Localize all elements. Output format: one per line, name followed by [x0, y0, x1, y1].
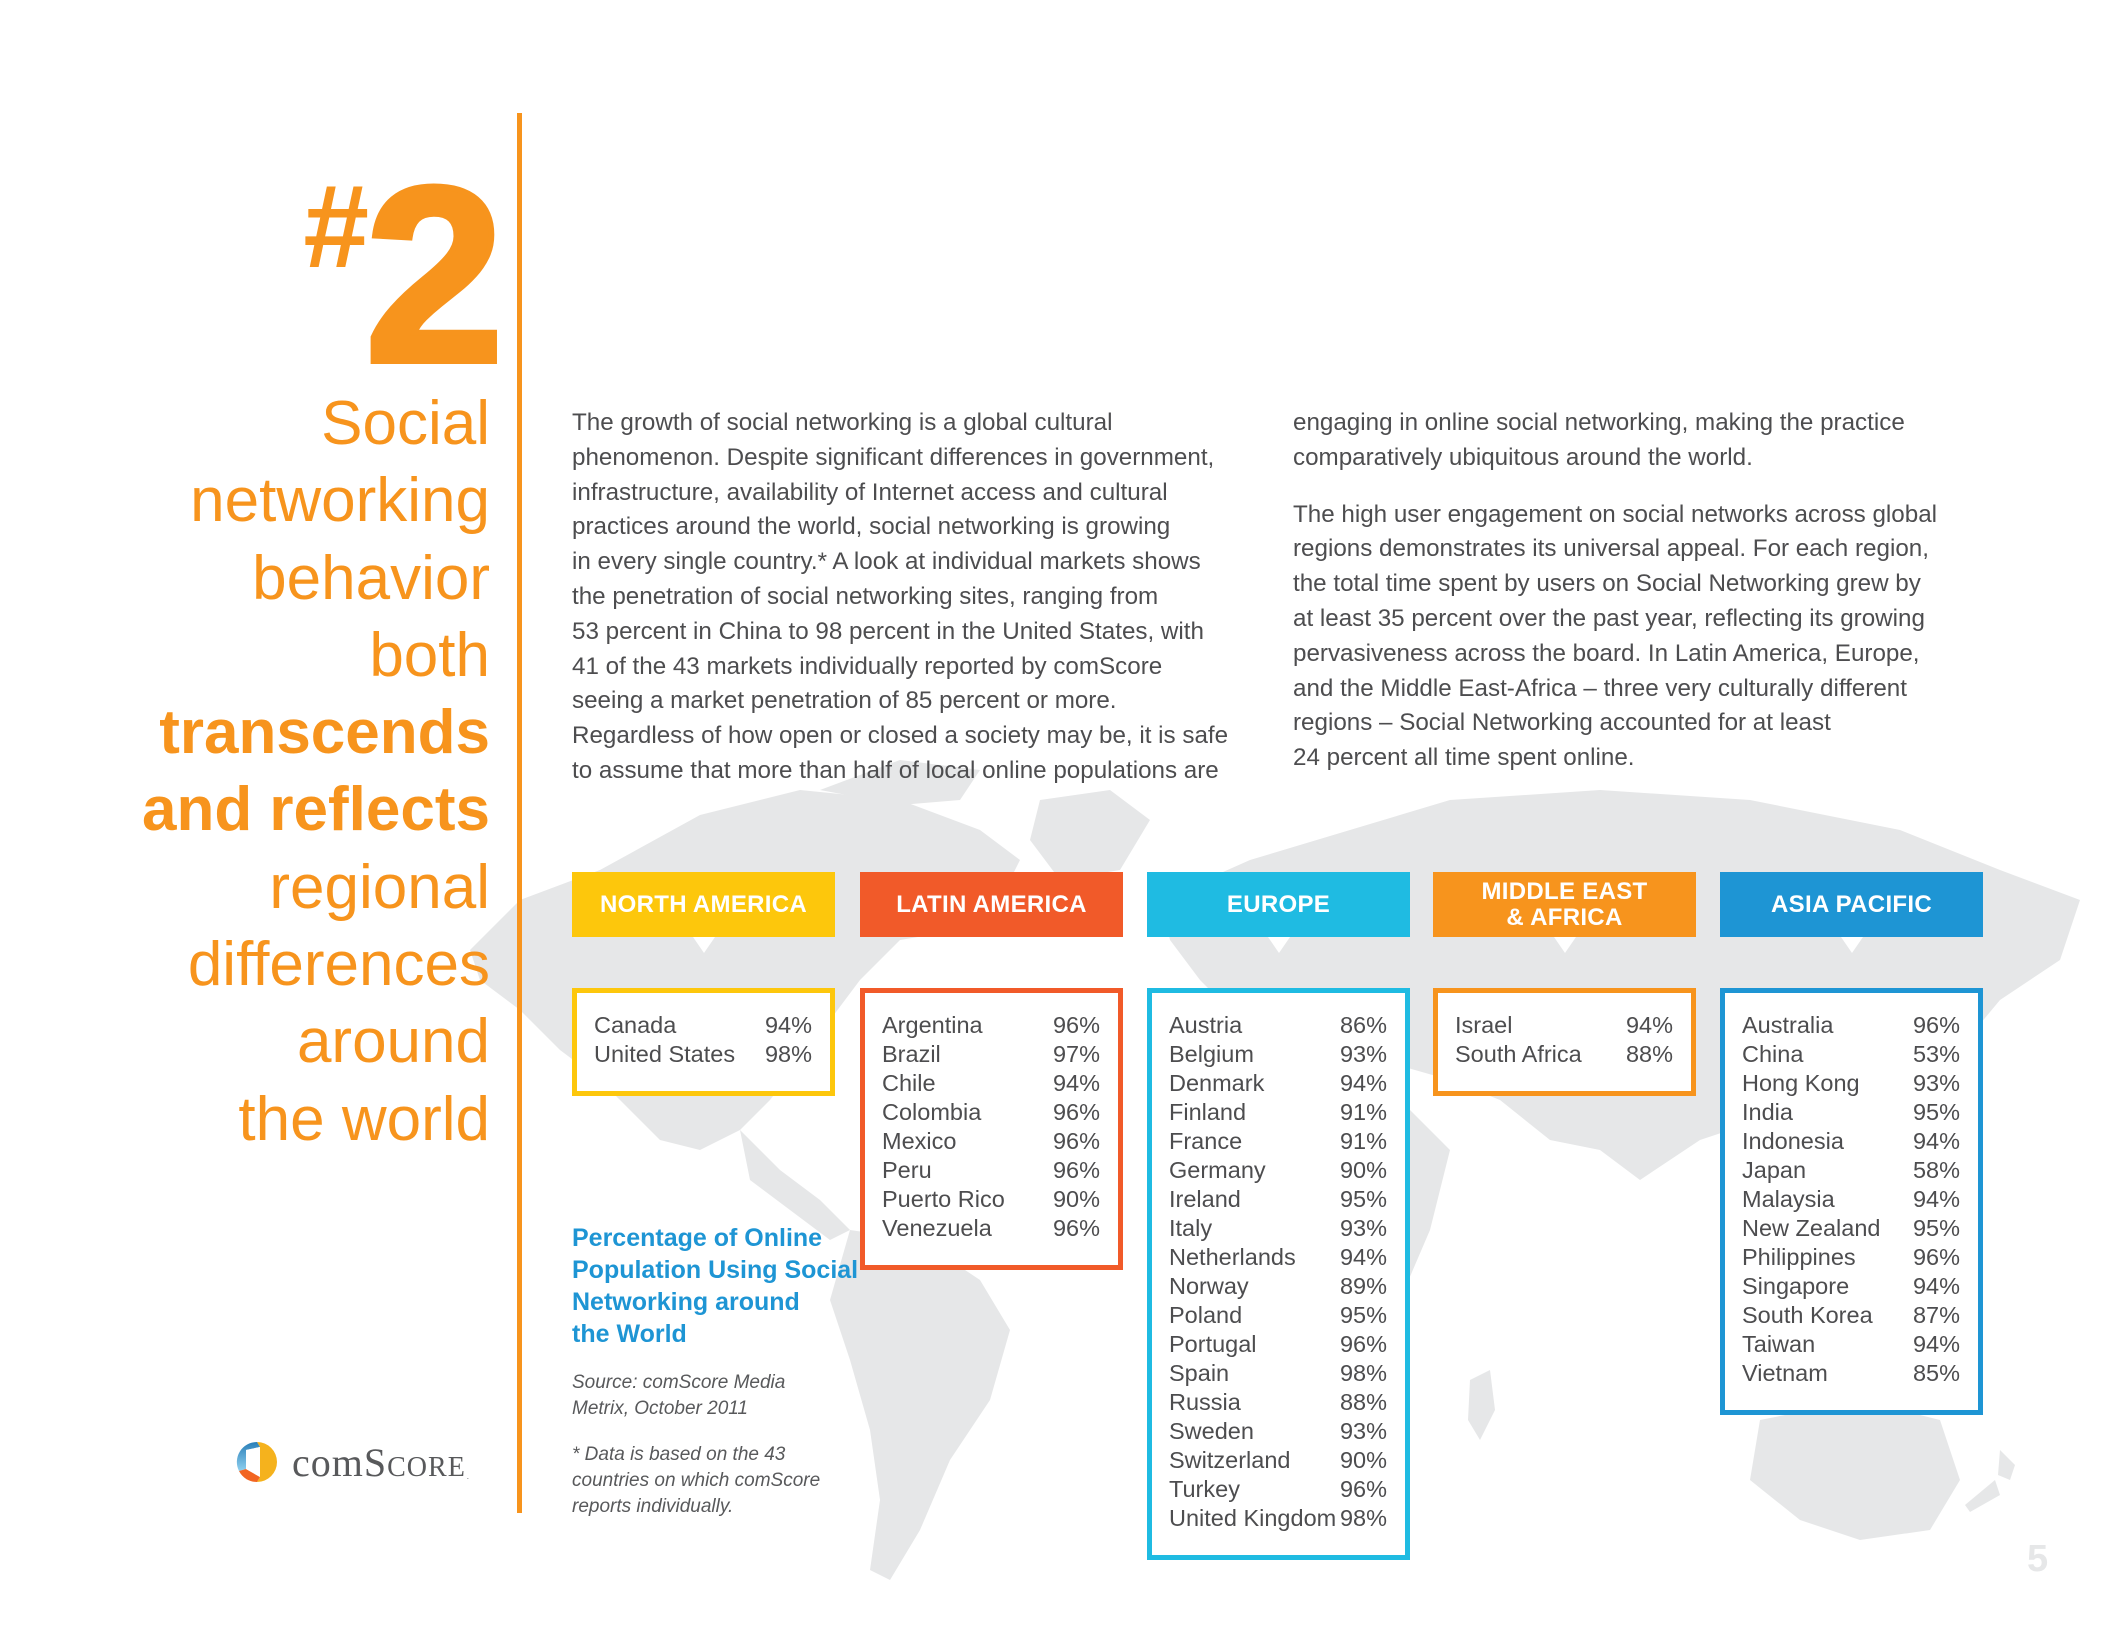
wordmark-suffix: Score [363, 1439, 466, 1485]
country-pct: 95% [1339, 1186, 1387, 1212]
country-row [1169, 1504, 1387, 1533]
text-line: engaging in online social networking, making the practice [1293, 409, 1905, 436]
country-name: Turkey [1169, 1476, 1240, 1502]
text-line: comparatively ubiquitous around the world. [1293, 443, 1753, 471]
section-number [236, 135, 496, 414]
section-number-hash: # [303, 161, 365, 293]
country-name: Malaysia [1742, 1186, 1835, 1212]
country-pct: 88% [1625, 1041, 1673, 1067]
headline-line: regional [269, 852, 490, 922]
country-row [1169, 1388, 1387, 1417]
country-pct: 88% [1339, 1389, 1387, 1415]
country-name: Switzerland [1169, 1447, 1291, 1473]
country-pct: 91% [1339, 1128, 1387, 1154]
country-row [594, 1040, 812, 1069]
text-line: 53 percent in China to 98 percent in the United States, with [572, 617, 1204, 645]
source-line: Metrix, October 2011 [572, 1398, 749, 1419]
country-name: Taiwan [1742, 1331, 1816, 1357]
country-row [882, 1069, 1100, 1098]
country-name: Colombia [882, 1099, 982, 1125]
caption-title-line: Percentage of Online [572, 1224, 823, 1252]
country-pct: 93% [1339, 1041, 1387, 1067]
registered-mark: . [466, 1471, 470, 1481]
text-line: infrastructure, availability of Internet access and cultural [572, 478, 1168, 506]
country-name: Norway [1169, 1273, 1249, 1299]
region-middle-east-africa [1433, 872, 1696, 1067]
country-row [882, 1185, 1100, 1214]
country-name: Poland [1169, 1302, 1243, 1328]
body-paragraph [572, 406, 1262, 789]
country-pct: 95% [1912, 1099, 1960, 1125]
country-name: Sweden [1169, 1418, 1254, 1444]
comscore-logo-icon [236, 1441, 278, 1483]
country-name: Mexico [882, 1128, 957, 1154]
region-asia-pacific [1720, 872, 1983, 1386]
country-pct: 94% [1052, 1070, 1100, 1096]
region-north-america [572, 872, 835, 1067]
country-name: Ireland [1169, 1186, 1241, 1212]
country-row [882, 1156, 1100, 1185]
country-name: Netherlands [1169, 1244, 1296, 1270]
pointer-arrow-icon [1841, 937, 1863, 953]
region-title: EUROPE [1226, 890, 1331, 918]
wordmark-prefix: com [292, 1439, 364, 1485]
country-row [882, 1127, 1100, 1156]
country-list [572, 988, 835, 1096]
country-name: Brazil [882, 1041, 941, 1067]
headline-line-emphasis: and reflects [141, 775, 490, 845]
country-row [1455, 1011, 1673, 1040]
text-line: Regardless of how open or closed a society may be, it is safe [572, 722, 1229, 750]
region-title-line: & AFRICA [1506, 903, 1623, 931]
country-row [1169, 1359, 1387, 1388]
country-pct: 98% [1339, 1360, 1387, 1386]
text-line: 24 percent all time spent online. [1293, 744, 1635, 772]
vertical-divider [517, 113, 522, 1513]
country-pct: 93% [1339, 1418, 1387, 1444]
country-list [860, 988, 1123, 1270]
country-row [1455, 1040, 1673, 1069]
country-row [882, 1214, 1100, 1243]
country-row [1169, 1475, 1387, 1504]
country-pct: 94% [1625, 1012, 1673, 1038]
country-name: Portugal [1169, 1331, 1257, 1357]
country-row [1169, 1098, 1387, 1127]
country-pct: 91% [1339, 1099, 1387, 1125]
headline-line: the world [238, 1084, 490, 1154]
country-name: Australia [1742, 1012, 1834, 1038]
text-line: at least 35 percent over the past year, reflecting its growing [1293, 604, 1925, 632]
text-line: seeing a market penetration of 85 percent or more. [572, 687, 1117, 715]
country-pct: 96% [1052, 1215, 1100, 1241]
country-pct: 98% [1339, 1505, 1387, 1531]
text-line: in every single country.* A look at individual markets shows [572, 548, 1201, 576]
country-name: Germany [1169, 1157, 1266, 1183]
headline-line-emphasis: transcends [159, 698, 490, 768]
footnote-line: countries on which comScore [572, 1470, 821, 1491]
country-name: Russia [1169, 1389, 1241, 1415]
footnote-line: reports individually. [572, 1496, 734, 1517]
text-line: practices around the world, social networking is growing [572, 513, 1171, 541]
region-header [860, 872, 1123, 937]
country-pct: 85% [1912, 1360, 1960, 1386]
region-title: ASIA PACIFIC [1771, 890, 1932, 918]
country-name: Chile [882, 1070, 936, 1096]
country-name: Japan [1742, 1157, 1807, 1183]
country-row [1742, 1301, 1960, 1330]
country-row [1169, 1330, 1387, 1359]
caption-title-line: Networking around [572, 1288, 800, 1316]
country-name: United Kingdom [1169, 1505, 1337, 1531]
country-row [1742, 1011, 1960, 1040]
country-row [1742, 1214, 1960, 1243]
country-name: Italy [1169, 1215, 1213, 1241]
country-pct: 94% [1912, 1273, 1960, 1299]
region-header [1433, 872, 1696, 937]
country-pct: 97% [1052, 1041, 1100, 1067]
country-name: Austria [1169, 1012, 1243, 1038]
text-line: pervasiveness across the board. In Latin America, Europe, [1293, 639, 1920, 667]
country-name: South Korea [1742, 1302, 1873, 1328]
country-name: Singapore [1742, 1273, 1850, 1299]
country-list [1433, 988, 1696, 1096]
pointer-arrow-icon [981, 937, 1003, 953]
country-pct: 96% [1912, 1012, 1960, 1038]
comscore-wordmark [292, 1439, 466, 1486]
country-row [1169, 1417, 1387, 1446]
country-pct: 94% [1912, 1128, 1960, 1154]
body-text-right [1293, 406, 1983, 798]
region-header [1720, 872, 1983, 937]
country-row [1169, 1040, 1387, 1069]
country-name: Indonesia [1742, 1128, 1844, 1154]
region-header [1147, 872, 1410, 937]
country-row [1169, 1127, 1387, 1156]
country-pct: 86% [1339, 1012, 1387, 1038]
country-pct: 96% [1052, 1099, 1100, 1125]
text-line: the total time spent by users on Social Networking grew by [1293, 570, 1921, 598]
country-row [1169, 1243, 1387, 1272]
country-name: Peru [882, 1157, 932, 1183]
country-name: Israel [1455, 1012, 1513, 1038]
country-row [1742, 1272, 1960, 1301]
section-number-digit: 2 [364, 135, 496, 414]
region-latin-america [860, 872, 1123, 1241]
country-name: Finland [1169, 1099, 1247, 1125]
country-row [1742, 1069, 1960, 1098]
text-line: and the Middle East-Africa – three very culturally different [1293, 674, 1907, 702]
country-row [1169, 1011, 1387, 1040]
country-name: Vietnam [1742, 1360, 1828, 1386]
figure-caption [572, 1222, 862, 1520]
country-row [1742, 1040, 1960, 1069]
country-pct: 58% [1912, 1157, 1960, 1183]
country-pct: 96% [1052, 1128, 1100, 1154]
country-pct: 90% [1052, 1186, 1100, 1212]
country-name: Puerto Rico [882, 1186, 1005, 1212]
region-title: LATIN AMERICA [896, 890, 1087, 918]
country-row [1169, 1185, 1387, 1214]
headline-line: both [369, 620, 490, 690]
text-line: 41 of the 43 markets individually reported by comScore [572, 652, 1163, 680]
country-name: France [1169, 1128, 1243, 1154]
caption-title [572, 1222, 862, 1350]
country-row [1742, 1156, 1960, 1185]
region-europe [1147, 872, 1410, 1531]
country-row [1169, 1069, 1387, 1098]
country-row [1742, 1098, 1960, 1127]
country-row [882, 1040, 1100, 1069]
country-row [1169, 1214, 1387, 1243]
country-pct: 94% [1912, 1331, 1960, 1357]
region-title [1482, 879, 1648, 931]
text-line: regions – Social Networking accounted for at least [1293, 709, 1831, 737]
country-pct: 95% [1339, 1302, 1387, 1328]
country-row [1169, 1446, 1387, 1475]
headline-line: behavior [252, 543, 490, 613]
country-row [1742, 1243, 1960, 1272]
country-name: South Africa [1455, 1041, 1582, 1067]
body-paragraph [1293, 406, 1983, 476]
caption-source [572, 1370, 862, 1422]
country-pct: 96% [1052, 1012, 1100, 1038]
headline-line: differences [187, 930, 490, 1000]
country-name: Hong Kong [1742, 1070, 1860, 1096]
country-pct: 93% [1339, 1215, 1387, 1241]
caption-title-line: Population Using Social [572, 1256, 859, 1284]
country-pct: 94% [1339, 1070, 1387, 1096]
country-name: United States [594, 1041, 736, 1067]
country-pct: 94% [1912, 1186, 1960, 1212]
headline-line: networking [190, 466, 490, 536]
country-row [1742, 1330, 1960, 1359]
text-line: the penetration of social networking sites, ranging from [572, 582, 1159, 610]
country-pct: 95% [1912, 1215, 1960, 1241]
page-headline [100, 385, 490, 1158]
footnote-line: * Data is based on the 43 [572, 1444, 786, 1465]
region-title: NORTH AMERICA [600, 890, 807, 918]
country-pct: 90% [1339, 1447, 1387, 1473]
country-pct: 96% [1339, 1331, 1387, 1357]
country-name: Canada [594, 1012, 677, 1038]
country-name: Belgium [1169, 1041, 1254, 1067]
country-pct: 94% [764, 1012, 812, 1038]
source-line: Source: comScore Media [572, 1372, 786, 1393]
country-pct: 94% [1339, 1244, 1387, 1270]
country-row [1742, 1185, 1960, 1214]
region-header [572, 872, 835, 937]
country-list [1720, 988, 1983, 1415]
country-pct: 90% [1339, 1157, 1387, 1183]
country-pct: 93% [1912, 1070, 1960, 1096]
country-name: India [1742, 1099, 1793, 1125]
text-line: to assume that more than half of local online populations are [572, 756, 1219, 784]
country-pct: 53% [1912, 1041, 1960, 1067]
country-row [1169, 1272, 1387, 1301]
country-pct: 87% [1912, 1302, 1960, 1328]
country-pct: 96% [1912, 1244, 1960, 1270]
text-line: The growth of social networking is a global cultural [572, 409, 1113, 436]
country-row [1742, 1359, 1960, 1388]
country-name: Denmark [1169, 1070, 1265, 1096]
country-row [594, 1011, 812, 1040]
text-line: phenomenon. Despite significant differences in government, [572, 443, 1215, 471]
country-name: Philippines [1742, 1244, 1856, 1270]
text-line: regions demonstrates its universal appeal. For each region, [1293, 535, 1929, 563]
country-pct: 96% [1052, 1157, 1100, 1183]
pointer-arrow-icon [1554, 937, 1576, 953]
country-row [882, 1011, 1100, 1040]
country-name: New Zealand [1742, 1215, 1881, 1241]
country-name: Argentina [882, 1012, 983, 1038]
country-pct: 89% [1339, 1273, 1387, 1299]
country-name: Venezuela [882, 1215, 992, 1241]
country-name: Spain [1169, 1360, 1230, 1386]
text-line: The high user engagement on social networks across global [1293, 500, 1938, 528]
region-title-line: MIDDLE EAST [1481, 877, 1648, 905]
country-name: China [1742, 1041, 1804, 1067]
headline-line: Social [321, 389, 490, 458]
caption-footnote [572, 1442, 862, 1520]
country-row [1169, 1156, 1387, 1185]
country-row [1169, 1301, 1387, 1330]
body-text-left [572, 406, 1262, 811]
page-number: 5 [2027, 1538, 2049, 1580]
pointer-arrow-icon [1268, 937, 1290, 953]
country-pct: 98% [764, 1041, 812, 1067]
pointer-arrow-icon [693, 937, 715, 953]
body-paragraph [1293, 498, 1983, 776]
comscore-logo [236, 1440, 469, 1484]
country-list [1147, 988, 1410, 1560]
headline-line: around [296, 1007, 490, 1077]
country-row [882, 1098, 1100, 1127]
country-row [1742, 1127, 1960, 1156]
caption-title-line: the World [572, 1320, 687, 1348]
country-pct: 96% [1339, 1476, 1387, 1502]
